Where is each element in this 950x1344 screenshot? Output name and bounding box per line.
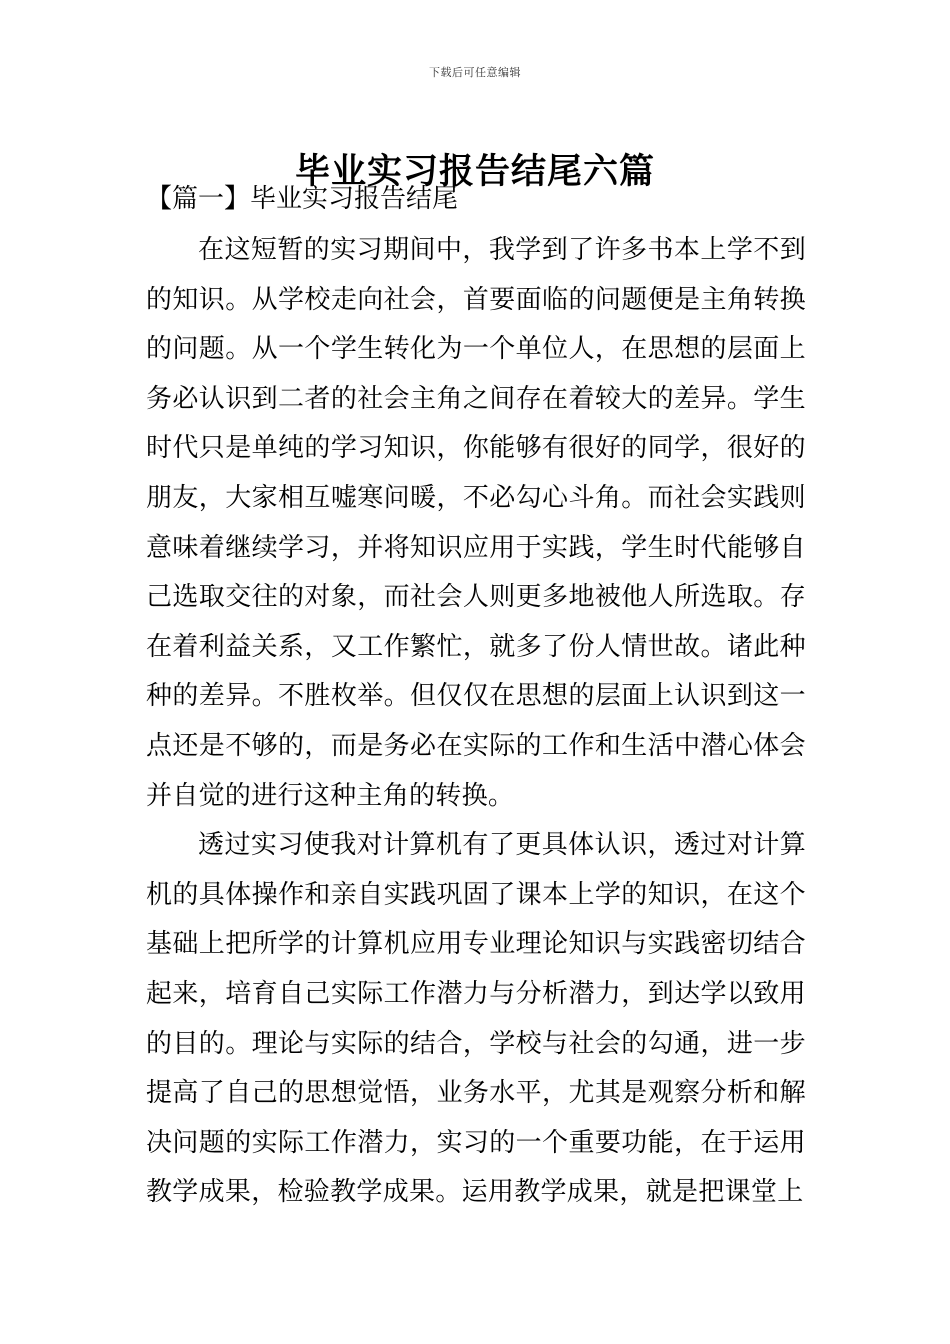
document-title: 毕业实习报告结尾六篇: [294, 151, 655, 193]
body-text: [146, 226, 806, 1218]
paragraph-2: 透过实习使我对计算机有了更具体认识，透过对计算机的具体操作和亲自实践巩固了课本上学的知识，在这个基础上把所学的计算机应用专业理论知识与实践密切结合起来，培育自己实际工作潜力与分析潜力，到达学以致用的目的。理论与实际的结合，学校与社会的勾通，进一步提高了自己的思想觉悟，业务水平，尤其是观察分析和解决问题的实际工作潜力，实习的一个重要功能，在于运用教学成果，检验教学成果。运用教学成果，就是把课堂上: [146, 830, 806, 1208]
section-heading: 【篇一】毕业实习报告结尾: [146, 184, 459, 214]
page-header-note: 下载后可任意编辑: [429, 66, 521, 79]
paragraph-1: 在这短暂的实习期间中，我学到了许多书本上学不到的知识。从学校走向社会，首要面临的问题便是主角转换的问题。从一个学生转化为一个单位人，在思想的层面上务必认识到二者的社会主角之间存在着较大的差异。学生时代只是单纯的学习知识，你能够有很好的同学，很好的朋友，大家相互嘘寒问暖，不必勾心斗角。而社会实践则意味着继续学习，并将知识应用于实践，学生时代能够自己选取交往的对象，而社会人则更多地被他人所选取。存在着利益关系，又工作繁忙，就多了份人情世故。诸此种种的差异。不胜枚举。但仅仅在思想的层面上认识到这一点还是不够的，而是务必在实际的工作和生活中潜心体会并自觉的进行这种主角的转换。: [146, 235, 806, 811]
